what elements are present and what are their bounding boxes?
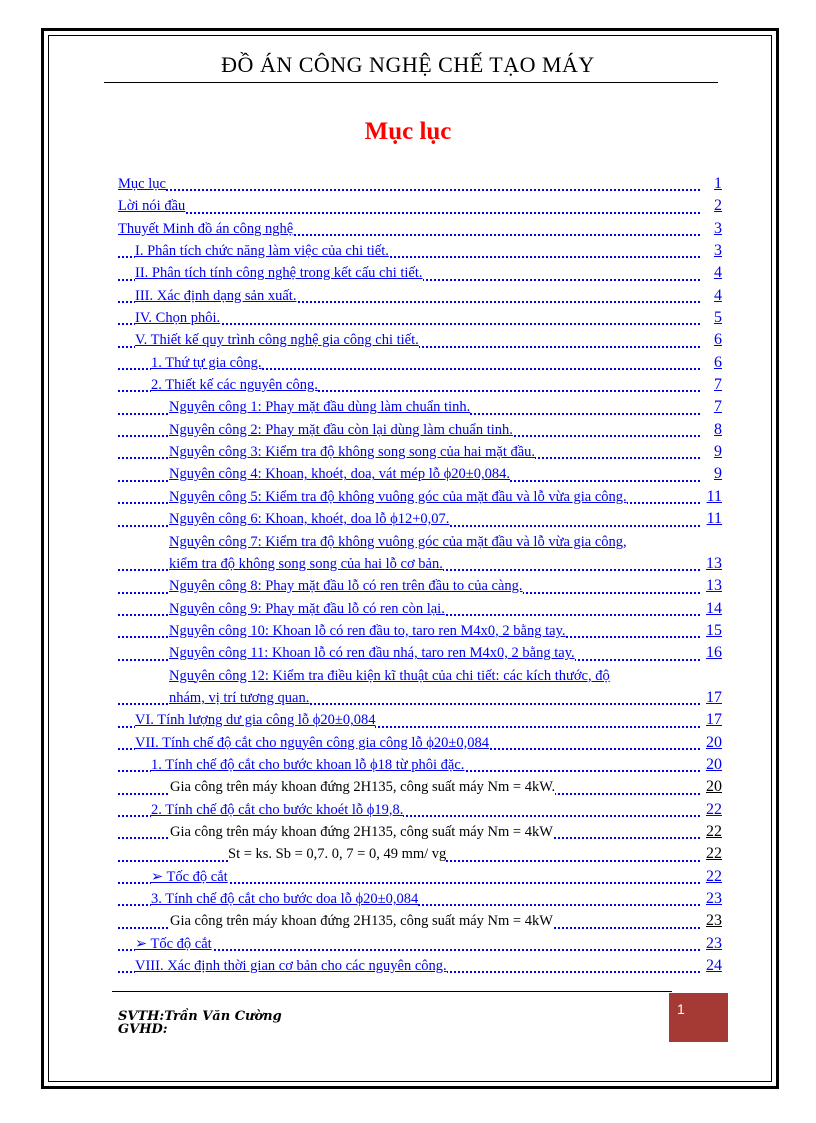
toc-entry[interactable] — [118, 910, 722, 932]
page-number: 1 — [677, 1001, 685, 1017]
toc-entry-page[interactable]: 4 — [712, 262, 722, 284]
toc-entry-page[interactable]: 24 — [704, 955, 722, 977]
toc-entry[interactable] — [118, 642, 722, 664]
toc-entry-page[interactable]: 9 — [712, 463, 722, 485]
toc-entry[interactable] — [118, 195, 722, 217]
toc-entry[interactable] — [118, 821, 722, 843]
toc-entry-text[interactable]: Nguyên công 9: Phay mặt đầu lỗ có ren còn lại. — [169, 600, 445, 617]
toc-entry-text[interactable]: II. Phân tích tính công nghệ trong kết cấu chi tiết. — [135, 265, 423, 282]
toc-entry-text[interactable]: 2. Thiết kế các nguyên công. — [151, 377, 318, 394]
toc-entry-text[interactable]: Nguyên công 8: Phay mặt đầu lỗ có ren trên đầu to của càng. — [169, 578, 523, 595]
toc-entry-text[interactable]: VIII. Xác định thời gian cơ bản cho các nguyên công. — [135, 958, 447, 975]
toc-entry-page[interactable]: 23 — [704, 933, 722, 955]
toc-entry-page[interactable]: 20 — [704, 754, 722, 776]
toc-entry-page[interactable]: 22 — [704, 843, 722, 865]
toc-entry[interactable] — [118, 799, 722, 821]
toc-entry[interactable] — [118, 329, 722, 351]
toc-entry-text[interactable]: VI. Tính lượng dư gia công lỗ ϕ20±0,084 — [135, 712, 376, 729]
student-label: SVTH:Trần Văn Cường — [118, 1009, 282, 1024]
toc-entry-page[interactable]: 22 — [704, 821, 722, 843]
toc-entry-page[interactable]: 11 — [705, 486, 722, 508]
footer-credits — [118, 1010, 282, 1036]
advisor-label: GVHD: — [118, 1022, 168, 1037]
toc-entry-text[interactable]: V. Thiết kế quy trình công nghệ gia công chi tiết. — [135, 332, 419, 349]
toc-entry-page[interactable]: 20 — [704, 732, 722, 754]
toc-entry-text[interactable]: 2. Tính chế độ cắt cho bước khoét lỗ ϕ19,8. — [151, 801, 404, 818]
toc-entry[interactable] — [118, 866, 722, 888]
toc-entry[interactable] — [118, 352, 722, 374]
toc-entry-text[interactable]: Mục lục — [118, 176, 166, 192]
toc-entry[interactable] — [118, 754, 722, 776]
toc-entry[interactable] — [118, 508, 722, 530]
toc-entry-page[interactable]: 14 — [704, 598, 722, 620]
toc-entry-text[interactable]: Nguyên công 4: Khoan, khoét, doa, vát mép lỗ ϕ20±0,084. — [169, 466, 510, 483]
toc-entry-text[interactable]: I. Phân tích chức năng làm việc của chi tiết. — [135, 243, 389, 260]
toc-entry[interactable] — [118, 262, 722, 284]
toc-entry[interactable] — [118, 687, 722, 709]
toc-entry-page[interactable]: 15 — [704, 620, 722, 642]
page-number-box — [669, 993, 728, 1042]
toc-entry-page[interactable]: 23 — [704, 888, 722, 910]
toc-entry[interactable] — [118, 486, 722, 508]
toc-leader — [118, 212, 700, 214]
toc-entry[interactable] — [118, 396, 722, 418]
toc-entry-page[interactable]: 22 — [704, 799, 722, 821]
toc-entry-text[interactable]: III. Xác định dạng sản xuất. — [135, 287, 297, 304]
toc-entry-page[interactable]: 23 — [704, 910, 722, 932]
toc-entry-text[interactable]: Lời nói đầu — [118, 198, 186, 215]
toc-entry-page[interactable]: 17 — [704, 687, 722, 709]
toc-entry-page[interactable]: 2 — [712, 195, 722, 217]
toc-entry-page[interactable]: 16 — [704, 642, 722, 664]
toc-entry[interactable] — [118, 665, 722, 687]
toc-entry-page[interactable]: 5 — [712, 307, 722, 329]
toc-title: Mục lục — [364, 118, 452, 145]
toc-entry-text[interactable]: Gia công trên máy khoan đứng 2H135, công suất máy Nm = 4kW — [170, 913, 553, 930]
toc-entry[interactable] — [118, 553, 722, 575]
toc-entry[interactable] — [118, 709, 722, 731]
toc-entry[interactable] — [118, 933, 722, 955]
toc-entry-text[interactable]: St = ks. Sb = 0,7. 0, 7 = 0, 49 mm/ vg — [228, 846, 447, 863]
toc-entry-text[interactable]: 1. Tính chế độ cắt cho bước khoan lỗ ϕ18 từ phôi đặc. — [151, 756, 465, 773]
toc-entry[interactable] — [118, 240, 722, 262]
toc-entry[interactable] — [118, 419, 722, 441]
toc-entry-page[interactable]: 17 — [704, 709, 722, 731]
toc-entry-text[interactable]: Nguyên công 7: Kiểm tra độ không vuông góc của mặt đầu và lỗ vừa gia công, — [169, 533, 627, 550]
document-header: ĐỒ ÁN CÔNG NGHỆ CHẾ TẠO MÁY — [221, 52, 595, 77]
toc-entry[interactable] — [118, 463, 722, 485]
toc-entry[interactable] — [118, 776, 722, 798]
toc-entry-text[interactable]: Nguyên công 6: Khoan, khoét, doa lỗ ϕ12+0,07. — [169, 511, 450, 528]
toc-entry-page[interactable]: 13 — [704, 575, 722, 597]
toc-entry-page[interactable]: 11 — [705, 508, 722, 530]
toc-entry-text[interactable]: Nguyên công 10: Khoan lỗ có ren đầu to, taro ren M4x0, 2 bằng tay. — [169, 622, 566, 639]
toc-entry-text[interactable]: Gia công trên máy khoan đứng 2H135, công suất máy Nm = 4kW — [170, 823, 553, 840]
toc-entry-text[interactable]: ➢ Tốc độ cắt — [135, 935, 212, 952]
footer-divider — [112, 991, 672, 992]
toc-entry-text[interactable]: Nguyên công 3: Kiểm tra độ không song song của hai mặt đầu. — [169, 444, 536, 461]
toc-entry-text[interactable]: VII. Tính chế độ cắt cho nguyên công gia công lỗ ϕ20±0,084 — [135, 734, 489, 751]
toc-entry[interactable] — [118, 173, 722, 195]
toc-entry[interactable] — [118, 575, 722, 597]
toc-entry-text[interactable]: Nguyên công 2: Phay mặt đầu còn lại dùng làm chuẩn tinh. — [169, 421, 513, 438]
toc-entry[interactable] — [118, 955, 722, 977]
toc-entry-text[interactable]: 1. Thứ tự gia công. — [151, 354, 262, 371]
toc-entry-text[interactable]: Nguyên công 1: Phay mặt đầu dùng làm chuẩn tinh. — [169, 399, 471, 416]
toc-entry[interactable] — [118, 374, 722, 396]
toc-entry[interactable] — [118, 888, 722, 910]
toc-entry[interactable] — [118, 285, 722, 307]
toc-entry-text[interactable]: Nguyên công 12: Kiểm tra điều kiện kĩ thuật của chi tiết: các kích thước, độ — [169, 667, 610, 684]
toc-leader — [118, 189, 700, 191]
toc-entry-page[interactable]: 13 — [704, 553, 722, 575]
toc-entry-page[interactable]: 20 — [704, 776, 722, 798]
toc-entry-text[interactable]: Gia công trên máy khoan đứng 2H135, công suất máy Nm = 4kW. — [170, 779, 556, 796]
toc-entry-text[interactable]: ➢ Tốc độ cắt — [151, 868, 228, 885]
toc-entry-text[interactable]: Nguyên công 11: Khoan lỗ có ren đầu nhá, taro ren M4x0, 2 bằng tay. — [169, 645, 575, 662]
toc-entry-page[interactable]: 6 — [712, 352, 722, 374]
toc-entry[interactable] — [118, 620, 722, 642]
toc-entry-text[interactable]: Nguyên công 5: Kiểm tra độ không vuông góc của mặt đầu và lỗ vừa gia công. — [169, 488, 627, 505]
toc-entry[interactable] — [118, 732, 722, 754]
toc-entry[interactable] — [118, 531, 722, 553]
toc-entry[interactable] — [118, 441, 722, 463]
toc-entry-page[interactable]: 6 — [712, 329, 722, 351]
toc-entry[interactable] — [118, 843, 722, 865]
toc-entry[interactable] — [118, 218, 722, 240]
toc-entry-page[interactable]: 3 — [712, 240, 722, 262]
toc-entry-text[interactable]: IV. Chọn phôi. — [135, 310, 221, 327]
toc-entry-page[interactable]: 1 — [712, 173, 722, 195]
toc-entry[interactable] — [118, 307, 722, 329]
toc-entry-text[interactable]: kiểm tra độ không song song của hai lỗ cơ bản. — [169, 555, 443, 572]
toc-entry-text[interactable]: 3. Tính chế độ cắt cho bước doa lỗ ϕ20±0,084 — [151, 891, 419, 907]
toc-entry-page[interactable]: 9 — [712, 441, 722, 463]
toc-entry-page[interactable]: 7 — [712, 396, 722, 418]
toc-entry-page[interactable]: 22 — [704, 866, 722, 888]
toc-entry-text[interactable]: nhám, vị trí tương quan. — [169, 689, 310, 706]
toc-entry-page[interactable]: 4 — [712, 285, 722, 307]
toc-entry-text[interactable]: Thuyết Minh đồ án công nghệ — [118, 220, 294, 237]
toc-entry-page[interactable]: 7 — [712, 374, 722, 396]
toc-entry-page[interactable]: 8 — [712, 419, 722, 441]
header-divider — [104, 82, 718, 83]
toc-entry[interactable] — [118, 598, 722, 620]
toc-entry-page[interactable]: 3 — [712, 218, 722, 240]
table-of-contents — [118, 173, 722, 977]
